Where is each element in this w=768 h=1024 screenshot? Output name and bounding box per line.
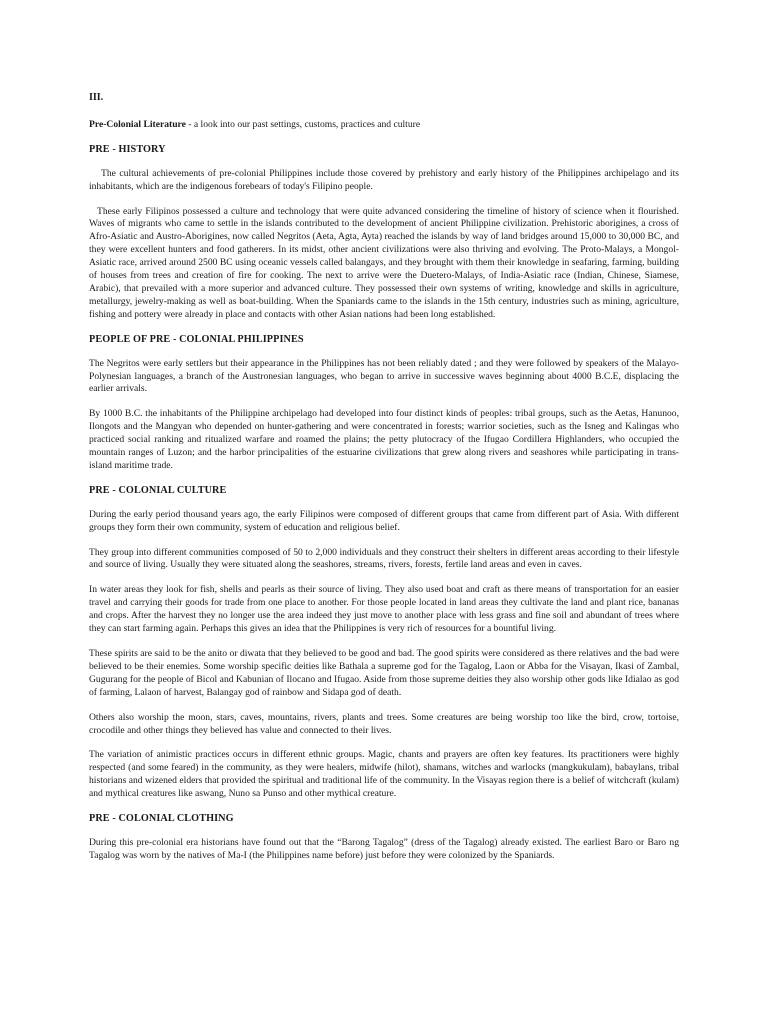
culture-paragraph-3: In water areas they look for fish, shells and pearls as their source of living. They also used boat and craft as there means of transportation for an easier travel and carrying their goods for trade from one place to another. For those people located in land areas they cultivate the land and plant rice, bananas and crops. After the harvest they no longer use the area indeed they just move to another place with less grass and fine soil and abundant of trees where they can start farming again. Perhaps this gives an idea that the Philippines is very rich of resources for a bountiful living.	[89, 584, 679, 635]
culture-paragraph-5: Others also worship the moon, stars, caves, mountains, rivers, plants and trees. Some creatures are being worship too like the bird, crow, tortoise, crocodile and other things they believed has value and connected to their lives.	[89, 711, 679, 736]
people-paragraph-2: By 1000 B.C. the inhabitants of the Philippine archipelago had developed into four distinct kinds of peoples: tribal groups, such as the Aetas, Hanunoo, Ilongots and the Mangyan who depended on hunter-gathering and were concentrated in forests; warrior societies, such as the Isneg and Kalingas who practiced social ranking and ritualized warfare and roamed the plains; the petty plutocracy of the Ifugao Cordillera Highlanders, who occupied the mountain ranges of Luzon; and the harbor principalities of the estuarine civilizations that grew along rivers and seashores while participating in trans-island maritime trade.	[89, 408, 679, 471]
heading-culture: PRE - COLONIAL CULTURE	[89, 484, 227, 496]
section-number: III.	[89, 92, 104, 103]
intro-title: Pre-Colonial Literature	[89, 118, 186, 130]
clothing-paragraph-1: During this pre-colonial era historians have found out that the “Barong Tagalog” (dress of the Tagalog) already existed. The earliest Baro or Baro ng Tagalog was worn by the natives of Ma-I (the Philippines name before) just before they were colonized by the Spaniards.	[89, 836, 679, 861]
culture-paragraph-6: The variation of animistic practices occurs in different ethnic groups. Magic, chants and prayers are often key features. Its practitioners were highly respected (and some feared) in the community, as they were healers, midwife (hilot), shamans, witches and warlocks (mangkukulam), babaylans, tribal historians and wizened elders that provided the spiritual and traditional life of the community. In the Visayas region there is a belief of witchcraft (kulam) and mythical creatures like aswang, Nuno sa Punso and other mythical creature.	[89, 749, 679, 800]
heading-pre-history: PRE - HISTORY	[89, 143, 166, 155]
heading-clothing: PRE - COLONIAL CLOTHING	[89, 813, 234, 825]
history-paragraph-1: The cultural achievements of pre-colonial Philippines include those covered by prehistory and early history of the Philippines archipelago and its inhabitants, which are the indigenous forebears of today's Filipino people.	[89, 167, 679, 192]
intro-line	[89, 119, 679, 132]
culture-paragraph-2: They group into different communities composed of 50 to 2,000 individuals and they construct their shelters in different areas according to their lifestyle and source of living. Usually they were situated along the seashores, streams, rivers, forests, fertile land areas and even in caves.	[89, 546, 679, 571]
culture-paragraph-1: During the early period thousand years ago, the early Filipinos were composed of different groups that came from different part of Asia. With different groups they form their own community, system of education and religious belief.	[89, 508, 679, 533]
culture-paragraph-4: These spirits are said to be the anito or diwata that they believed to be good and bad. The good spirits were considered as there relatives and the bad were believed to be their enemies. Some worship specific deities like Bathala a supreme god for the Tagalog, Laon or Abba for the Visayan, Ikasi of Zambal, Gugurang for the people of Bicol and Kabunian of Ilocano and Ifugao. Aside from those supreme deities they also worship other gods like Idialao as god of farming, Lalaon of harvest, Balangay god of rainbow and Sidapa god of death.	[89, 648, 679, 698]
intro-text: - a look into our past settings, customs, practices and culture	[185, 118, 421, 130]
history-paragraph-2: These early Filipinos possessed a culture and technology that were quite advanced considering the timeline of history of science when it flourished. Waves of migrants who came to settle in the islands contributed to the development of ancient Philippine civilization. Prehistoric aborigines, a cross of Afro-Asiatic and Austro-Aborigines, now called Negritos (Aeta, Agta, Ayta) reached the islands by way of land bridges around 15,000 to 30,000 BC, and they were excellent hunters and food gatherers. In its midst, other ancient civilizations were also thriving and evolving. The Proto-Malays, a Mongol-Asiatic race, arrived around 2500 BC using oceanic vessels called balangays, and they brought with them their knowledge in seafaring, farming, building of houses from trees and creation of fire for cooking. The next to arrive were the Duetero-Malays, of India-Asiatic race (Indian, Chinese, Siamese, Arabic), that prevailed with a more superior and advanced culture. They possessed their own systems of writing, knowledge and skills in agriculture, metallurgy, jewelry-making as well as boat-building. When the Spaniards came to the islands in the 15th century, industries such as mining, agriculture, fishing and pottery were already in place and contacts with other Asian nations had been long established.	[89, 205, 679, 320]
people-paragraph-1: The Negritos were early settlers but their appearance in the Philippines has not been reliably dated ; and they were followed by speakers of the Malayo-Polynesian languages, a branch of the Austronesian languages, who began to arrive in successive waves beginning about 4000 B.C.E, displacing the earlier arrivals.	[89, 357, 679, 395]
heading-people: PEOPLE OF PRE - COLONIAL PHILIPPINES	[89, 333, 304, 345]
document-page	[89, 92, 679, 875]
